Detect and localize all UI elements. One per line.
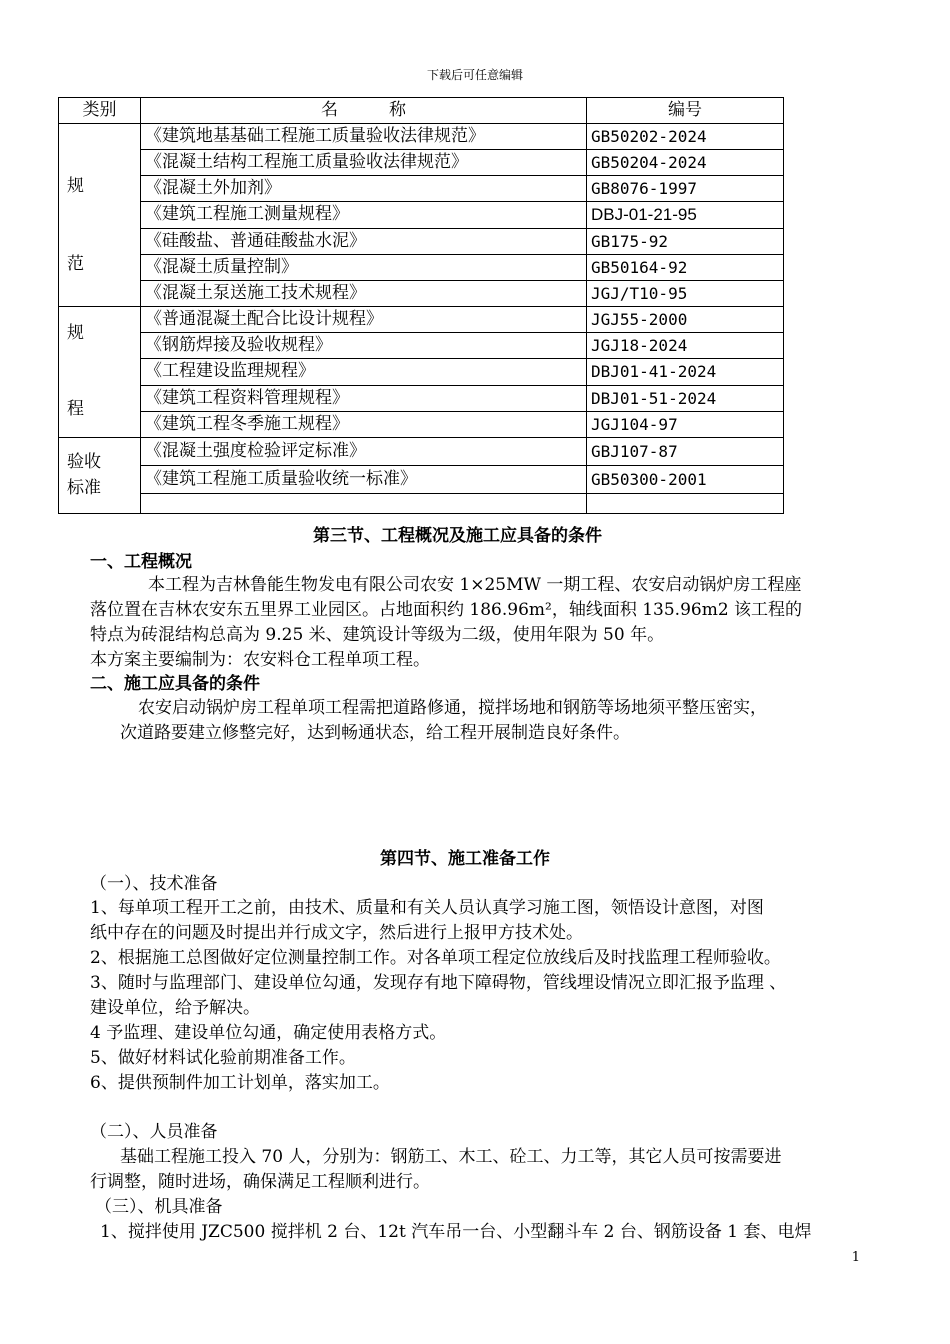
paragraph-line: 6、提供预制件加工计划单，落实加工。 bbox=[90, 1073, 390, 1093]
standard-code: GB50204-2024 bbox=[587, 150, 784, 176]
standard-name: 《钢筋焊接及验收规程》 bbox=[141, 333, 587, 359]
category-cell-procedure bbox=[59, 307, 141, 438]
paragraph-line: 次道路要建立修整完好，达到畅通状态，给工程开展制造良好条件。 bbox=[120, 723, 630, 743]
paragraph-line: 行调整，随时进场，确保满足工程顺利进行。 bbox=[90, 1172, 430, 1192]
category-char: 规 bbox=[67, 323, 84, 343]
paragraph-line: 落位置在吉林农安东五里界工业园区。占地面积约 186.96m²，轴线面积 135.96m2 该工程的 bbox=[90, 600, 803, 620]
standards-table bbox=[58, 97, 784, 514]
table-row bbox=[59, 228, 784, 254]
category-char: 标准 bbox=[67, 478, 101, 498]
standard-code: JGJ18-2024 bbox=[587, 333, 784, 359]
paragraph-line: 农安启动锅炉房工程单项工程需把道路修通，搅拌场地和钢筋等场地须平整压密实， bbox=[138, 698, 767, 718]
standard-name: 《混凝土结构工程施工质量验收法律规范》 bbox=[141, 150, 587, 176]
page-number: 1 bbox=[851, 1250, 860, 1265]
standard-name: 《建筑工程施工质量验收统一标准》 bbox=[141, 465, 587, 493]
standard-code: DBJ01-41-2024 bbox=[587, 359, 784, 385]
subsection-title: （二）、人员准备 bbox=[90, 1122, 218, 1142]
category-char: 规 bbox=[67, 176, 84, 196]
paragraph-line: 纸中存在的问题及时提出并行成文字，然后进行上报甲方技术处。 bbox=[90, 923, 583, 943]
table-row bbox=[59, 465, 784, 493]
standard-code: GBJ107-87 bbox=[587, 438, 784, 466]
table-row bbox=[59, 202, 784, 228]
paragraph-line: 5、做好材料试化验前期准备工作。 bbox=[90, 1048, 356, 1068]
header-category: 类别 bbox=[59, 98, 141, 124]
paragraph-line: 2、根据施工总图做好定位测量控制工作。对各单项工程定位放线后及时找监理工程师验收。 bbox=[90, 948, 781, 968]
standard-name: 《混凝土泵送施工技术规程》 bbox=[141, 280, 587, 306]
paragraph-line: 本方案主要编制为：农安料仓工程单项工程。 bbox=[90, 650, 430, 670]
standard-name: 《建筑工程冬季施工规程》 bbox=[141, 411, 587, 437]
table-header-row bbox=[59, 98, 784, 124]
category-char: 验收 bbox=[67, 452, 101, 472]
table-row-empty bbox=[59, 493, 784, 513]
table-row bbox=[59, 280, 784, 306]
category-char: 程 bbox=[67, 399, 84, 419]
table-row bbox=[59, 176, 784, 202]
header-code: 编号 bbox=[587, 98, 784, 124]
section3-sub2-title: 二、施工应具备的条件 bbox=[90, 674, 260, 694]
standard-code: JGJ55-2000 bbox=[587, 307, 784, 333]
paragraph-line: 3、随时与监理部门、建设单位勾通，发现存有地下障碍物，管线埋设情况立即汇报予监理 、 bbox=[90, 973, 787, 993]
category-cell-acceptance bbox=[59, 438, 141, 514]
paragraph-line: 本工程为吉林鲁能生物发电有限公司农安 1×25MW 一期工程、农安启动锅炉房工程座 bbox=[148, 575, 802, 595]
standard-code: GB8076-1997 bbox=[587, 176, 784, 202]
table-row bbox=[59, 385, 784, 411]
paragraph-line: 特点为砖混结构总高为 9.25 米、建筑设计等级为二级，使用年限为 50 年。 bbox=[90, 625, 665, 645]
header-note: 下载后可任意编辑 bbox=[426, 68, 523, 82]
table-row bbox=[59, 359, 784, 385]
standard-name: 《普通混凝土配合比设计规程》 bbox=[141, 307, 587, 333]
category-char: 范 bbox=[67, 254, 84, 274]
header-name: 名 称 bbox=[141, 98, 587, 124]
standard-name: 《混凝土外加剂》 bbox=[141, 176, 587, 202]
empty-cell bbox=[587, 493, 784, 513]
section4-title: 第四节、施工准备工作 bbox=[380, 849, 550, 869]
standard-code: GB50300-2001 bbox=[587, 465, 784, 493]
standard-code: GB50202-2024 bbox=[587, 124, 784, 150]
table-row bbox=[59, 333, 784, 359]
section3-sub1-title: 一、工程概况 bbox=[90, 552, 192, 572]
subsection-title: （一）、技术准备 bbox=[90, 874, 218, 894]
paragraph-line: 1、搅拌使用 JZC500 搅拌机 2 台、12t 汽车吊一台、小型翻斗车 2 台、钢筋设备 1 套、电焊 bbox=[100, 1222, 812, 1242]
standard-code: DBJ01-51-2024 bbox=[587, 385, 784, 411]
table-row bbox=[59, 124, 784, 150]
standard-code: GB175-92 bbox=[587, 228, 784, 254]
paragraph-line: 基础工程施工投入 70 人，分别为：钢筋工、木工、砼工、力工等，其它人员可按需要进 bbox=[120, 1147, 782, 1167]
paragraph-line: 建设单位，给予解决。 bbox=[90, 998, 260, 1018]
standard-code: JGJ/T10-95 bbox=[587, 280, 784, 306]
table-row bbox=[59, 438, 784, 466]
standard-name: 《建筑工程资料管理规程》 bbox=[141, 385, 587, 411]
standard-name: 《混凝土质量控制》 bbox=[141, 254, 587, 280]
table-row bbox=[59, 307, 784, 333]
standard-code: JGJ104-97 bbox=[587, 411, 784, 437]
paragraph-line: 4 予监理、建设单位勾通，确定使用表格方式。 bbox=[90, 1023, 447, 1043]
table-row bbox=[59, 254, 784, 280]
standard-name: 《建筑工程施工测量规程》 bbox=[141, 202, 587, 228]
standard-name: 《硅酸盐、普通硅酸盐水泥》 bbox=[141, 228, 587, 254]
standard-name: 《工程建设监理规程》 bbox=[141, 359, 587, 385]
standard-name: 《建筑地基基础工程施工质量验收法律规范》 bbox=[141, 124, 587, 150]
standard-code: GB50164-92 bbox=[587, 254, 784, 280]
empty-cell bbox=[141, 493, 587, 513]
standard-name: 《混凝土强度检验评定标准》 bbox=[141, 438, 587, 466]
category-cell-spec bbox=[59, 124, 141, 307]
subsection-title: （三）、机具准备 bbox=[95, 1197, 223, 1217]
paragraph-line: 1、每单项工程开工之前，由技术、质量和有关人员认真学习施工图，领悟设计意图，对图 bbox=[90, 898, 764, 918]
standard-code: DBJ-01-21-95 bbox=[587, 202, 784, 228]
table-row bbox=[59, 411, 784, 437]
section3-title: 第三节、工程概况及施工应具备的条件 bbox=[313, 526, 602, 546]
table-row bbox=[59, 150, 784, 176]
